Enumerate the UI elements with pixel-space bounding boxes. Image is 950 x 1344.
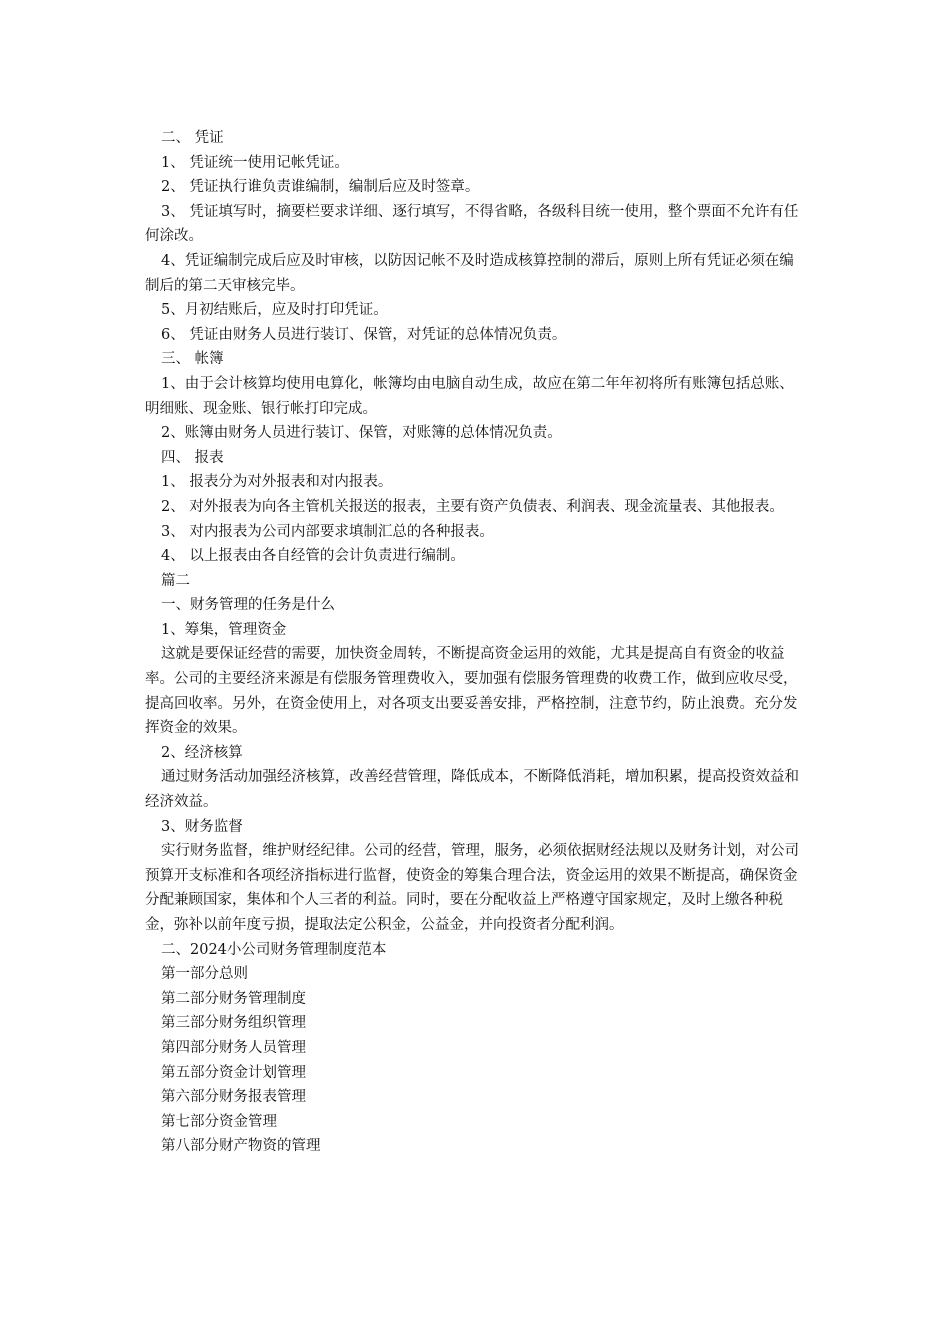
section-heading-vouchers: 二、 凭证 <box>161 130 224 146</box>
paragraph: 4、 以上报表由各自经管的会计负责进行编制。 <box>161 548 465 565</box>
paragraph: 2、 凭证执行谁负责谁编制，编制后应及时签章。 <box>161 179 480 196</box>
toc-item: 第五部分资金计划管理 <box>161 1064 306 1081</box>
paragraph: 3、 对内报表为公司内部要求填制汇总的各种报表。 <box>161 523 494 540</box>
toc-item: 第三部分财务组织管理 <box>161 1015 306 1032</box>
document-body <box>145 126 805 1159</box>
paragraph: 通过财务活动加强经济核算，改善经营管理，降低成本，不断降低消耗，增加积累，提高投资效益和经济效益。 <box>145 769 799 811</box>
paragraph: 4、凭证编制完成后应及时审核，以防因记帐不及时造成核算控制的滞后，原则上所有凭证必须在编制后的第二天审核完毕。 <box>145 252 794 294</box>
subheading: 2、经济核算 <box>161 744 243 761</box>
paragraph: 这就是要保证经营的需要，加快资金周转，不断提高资金运用的效能，尤其是提高自有资金的收益率。公司的主要经济来源是有偿服务管理费收入，要加强有偿服务管理费的收费工作，做到应收尽受，提高回收率。另外，在资金使用上，对各项支出要妥善安排，严格控制，注意节约，防止浪费。充分发挥资金的效果。 <box>145 646 798 737</box>
toc-item: 第一部分总则 <box>161 966 248 983</box>
toc-item: 第六部分财务报表管理 <box>161 1089 306 1106</box>
section-heading-tasks: 一、财务管理的任务是什么 <box>161 597 335 614</box>
paragraph: 2、 对外报表为向各主管机关报送的报表，主要有资产负债表、利润表、现金流量表、其他报表。 <box>161 498 784 515</box>
paragraph: 3、 凭证填写时，摘要栏要求详细、逐行填写，不得省略，各级科目统一使用，整个票面不允许有任何涂改。 <box>145 203 799 245</box>
section-heading-template: 二、2024小公司财务管理制度范本 <box>161 941 387 958</box>
toc-item: 第四部分财务人员管理 <box>161 1039 306 1056</box>
subheading: 3、财务监督 <box>161 818 243 835</box>
paragraph: 1、由于会计核算均使用电算化，帐簿均由电脑自动生成，故应在第二年年初将所有账簿包括总账、明细账、现金账、银行帐打印完成。 <box>145 375 794 417</box>
paragraph: 5、月初结账后，应及时打印凭证。 <box>161 302 388 319</box>
subheading: 1、筹集，管理资金 <box>161 621 287 638</box>
toc-item: 第二部分财务管理制度 <box>161 990 306 1007</box>
chapter-heading: 篇二 <box>161 572 190 589</box>
paragraph: 实行财务监督，维护财经纪律。公司的经营，管理，服务，必须依据财经法规以及财务计划，对公司预算开支标准和各项经济指标进行监督，使资金的筹集合理合法，资金运用的效果不断提高，确保资金分配兼顾国家，集体和个人三者的利益。同时，要在分配收益上严格遵守国家规定，及时上缴各种税金，弥补以前年度亏损，提取法定公积金，公益金，并向投资者分配利润。 <box>145 843 799 933</box>
paragraph: 2、账簿由财务人员进行装订、保管，对账簿的总体情况负责。 <box>161 425 562 442</box>
paragraph: 6、 凭证由财务人员进行装订、保管，对凭证的总体情况负责。 <box>161 326 567 343</box>
toc-item: 第七部分资金管理 <box>161 1113 277 1130</box>
toc-item: 第八部分财产物资的管理 <box>161 1138 321 1155</box>
section-heading-reports: 四、 报表 <box>161 449 224 466</box>
paragraph: 1、 凭证统一使用记帐凭证。 <box>161 154 349 171</box>
paragraph: 1、 报表分为对外报表和对内报表。 <box>161 474 393 491</box>
section-heading-ledgers: 三、 帐簿 <box>161 351 224 368</box>
